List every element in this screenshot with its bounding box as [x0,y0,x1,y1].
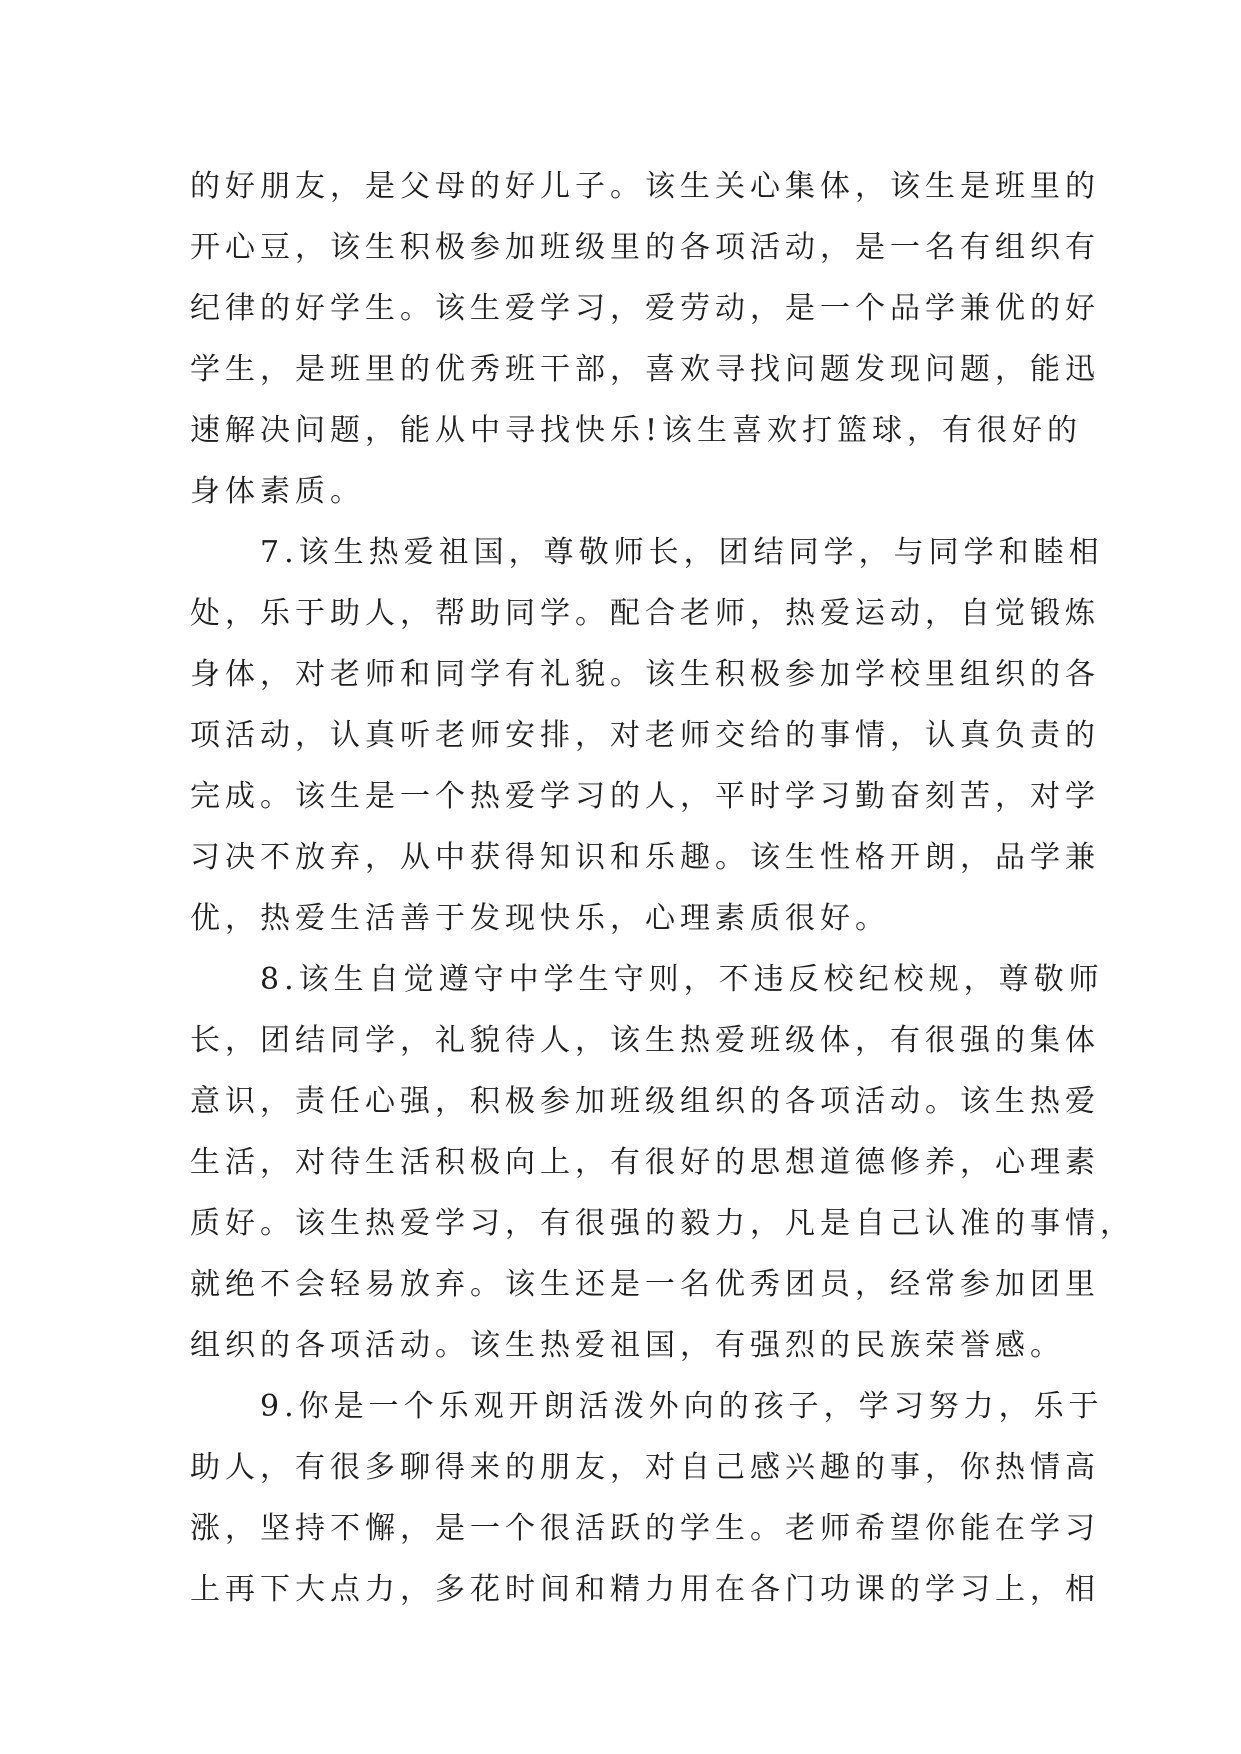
text-line: 学生，是班里的优秀班干部，喜欢寻找问题发现问题，能迅 [190,352,1100,387]
text-line: 9.你是一个乐观开朗活泼外向的孩子，学习努力，乐于 [190,1389,1104,1424]
text-line: 开心豆，该生积极参加班级里的各项活动，是一名有组织有 [190,230,1100,265]
text-line: 身体，对老师和同学有礼貌。该生积极参加学校里组织的各 [190,657,1100,692]
text-line: 上再下大点力，多花时间和精力用在各门功课的学习上，相 [190,1572,1100,1607]
text-line: 项活动，认真听老师安排，对老师交给的事情，认真负责的 [190,718,1100,753]
text-line: 8.该生自觉遵守中学生守则，不违反校纪校规，尊敬师 [190,962,1104,997]
paragraph-item-8 [190,949,1135,1376]
text-line: 处，乐于助人，帮助同学。配合老师，热爱运动，自觉锻炼 [190,596,1100,631]
text-line: 就绝不会轻易放弃。该生还是一名优秀团员，经常参加团里 [190,1267,1100,1302]
text-line: 生活，对待生活积极向上，有很好的思想道德修养，心理素 [190,1145,1100,1180]
text-line: 质好。该生热爱学习，有很强的毅力，凡是自己认准的事情， [190,1206,1135,1241]
text-line: 身体素质。 [190,474,365,509]
text-line: 纪律的好学生。该生爱学习，爱劳动，是一个品学兼优的好 [190,291,1100,326]
text-line: 长，团结同学，礼貌待人，该生热爱班级体，有很强的集体 [190,1023,1100,1058]
document-body [190,156,1135,1620]
text-line: 速解决问题，能从中寻找快乐!该生喜欢打篮球，有很好的 [190,413,1083,448]
text-line: 优，热爱生活善于发现快乐，心理素质很好。 [190,901,890,936]
paragraph-continued [190,156,1100,522]
text-line: 意识，责任心强，积极参加班级组织的各项活动。该生热爱 [190,1084,1100,1119]
paragraph-item-7 [190,522,1104,949]
text-line: 的好朋友，是父母的好儿子。该生关心集体，该生是班里的 [190,169,1100,204]
paragraph-item-9 [190,1376,1104,1620]
text-line: 组织的各项活动。该生热爱祖国，有强烈的民族荣誉感。 [190,1328,1065,1363]
text-line: 完成。该生是一个热爱学习的人，平时学习勤奋刻苦，对学 [190,779,1100,814]
text-line: 习决不放弃，从中获得知识和乐趣。该生性格开朗，品学兼 [190,840,1100,875]
text-line: 助人，有很多聊得来的朋友，对自己感兴趣的事，你热情高 [190,1450,1100,1485]
text-line: 涨，坚持不懈，是一个很活跃的学生。老师希望你能在学习 [190,1511,1100,1546]
text-line: 7.该生热爱祖国，尊敬师长，团结同学，与同学和睦相 [190,535,1104,570]
